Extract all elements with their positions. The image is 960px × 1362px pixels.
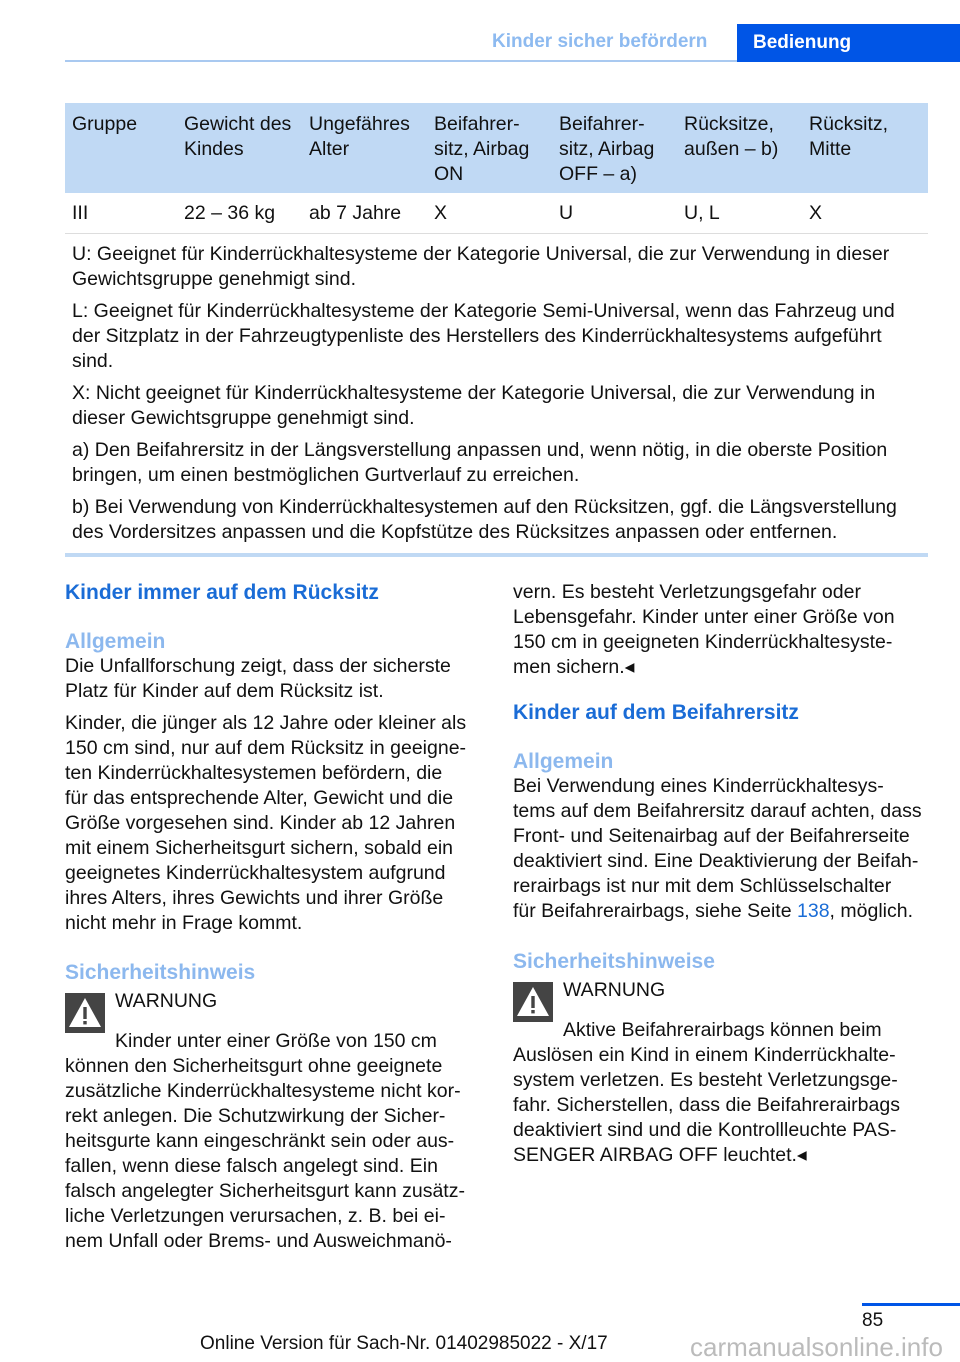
text-line: Ungefähres <box>309 113 410 135</box>
table-notes <box>65 234 928 557</box>
text-line: Lebensgefahr. Kinder unter einer Größe von <box>513 606 895 628</box>
table-note <box>72 495 921 545</box>
table-note <box>72 438 921 488</box>
text-line: rerairbags ist nur mit dem Schlüsselschalter <box>513 875 892 897</box>
text-line: L: Geeignet für Kinderrückhaltesysteme der Kategorie Semi-Universal, wenn das Fahrzeug und <box>72 300 895 322</box>
text-line: Die Unfallforschung zeigt, dass der sicherste <box>65 655 451 677</box>
heading-passenger-seat: Kinder auf dem Beifahrersitz <box>513 701 799 724</box>
text-line: 150 cm sind, nur auf dem Rücksitz in geeigne- <box>65 737 467 759</box>
text-line: deaktiviert sind. Eine Deaktivierung der Beifah- <box>513 850 919 872</box>
warning-header <box>65 989 485 1025</box>
table-cell: U <box>559 202 574 224</box>
text-line: falsch angelegter Sicherheitsgurt kann zusätz- <box>65 1180 465 1202</box>
heading-rear-seat: Kinder immer auf dem Rücksitz <box>65 581 379 604</box>
page-link[interactable]: 138 <box>797 900 830 922</box>
subheading-safety: Sicherheitshinweise <box>513 950 715 973</box>
text-line: Rücksitz, <box>809 113 889 135</box>
column-header <box>72 112 137 137</box>
subheading-general: Allgemein <box>65 630 166 653</box>
text-line: tems auf dem Beifahrersitz darauf achten, dass <box>513 800 922 822</box>
text-line: außen – b) <box>684 138 779 160</box>
text-line: OFF – a) <box>559 163 638 185</box>
text-line: ihres Alters, ihres Gewichts und ihrer Größe <box>65 887 444 909</box>
left-column <box>65 580 485 1254</box>
text: , möglich. <box>829 900 913 922</box>
text: für Beifahrerairbags, siehe Seite <box>513 900 797 922</box>
subheading-general: Allgemein <box>513 750 614 773</box>
text-line: b) Bei Verwendung von Kinderrückhaltesystemen auf den Rücksitzen, ggf. die Längsverstellung <box>72 496 897 518</box>
subheading-safety: Sicherheitshinweis <box>65 961 256 984</box>
text-line: Mitte <box>809 138 852 160</box>
text-line: Kinder, die jünger als 12 Jahre oder kleiner als <box>65 712 467 734</box>
text-line: a) Den Beifahrersitz in der Längsverstellung anpassen und, wenn nötig, in die oberste Position <box>72 439 888 461</box>
warning-text <box>513 1018 943 1168</box>
column-header <box>434 112 529 187</box>
text-line: können den Sicherheitsgurt ohne geeignete <box>65 1055 443 1077</box>
paragraph-last-line <box>513 899 943 924</box>
text-line: sind. <box>72 350 114 372</box>
text-line: Beifahrer- <box>559 113 645 135</box>
warning-label: WARNUNG <box>563 979 666 1001</box>
warning-icon <box>513 982 553 1022</box>
text-line: Platz für Kinder auf dem Rücksitz ist. <box>65 680 384 702</box>
text-line: 150 cm in geeigneten Kinderrückhaltesyste- <box>513 631 893 653</box>
text-line: Bei Verwendung eines Kinderrückhaltesys- <box>513 775 884 797</box>
text-line: Front- und Seitenairbag auf der Beifahrerseite <box>513 825 910 847</box>
table-note <box>72 299 921 374</box>
column-header <box>309 112 410 162</box>
column-header <box>184 112 291 162</box>
text-line: nicht mehr in Frage kommt. <box>65 912 303 934</box>
text-line: bringen, um einen bestmöglichen Gurtverlauf zu erreichen. <box>72 464 580 486</box>
text-line: Kindes <box>184 138 244 160</box>
paragraph <box>65 711 485 936</box>
text-line: system verletzen. Es besteht Verletzungsge- <box>513 1069 898 1091</box>
table-cell: X <box>434 202 448 224</box>
text-line: Alter <box>309 138 350 160</box>
text-line: dieser Gewichtsgruppe genehmigt sind. <box>72 407 415 429</box>
table-row <box>65 193 928 234</box>
text-line: mit einem Sicherheitsgurt sichern, sobald ein <box>65 837 454 859</box>
text-line: deaktiviert sind und die Kontrollleuchte PAS- <box>513 1119 897 1141</box>
page-number: 85 <box>862 1310 884 1331</box>
text-line: men sichern.◂ <box>513 656 635 678</box>
warning-label: WARNUNG <box>115 990 218 1012</box>
text-line: ON <box>434 163 464 185</box>
text-line: ten Kinderrückhaltesystemen befördern, die <box>65 762 443 784</box>
table-cell: X <box>809 202 823 224</box>
column-header <box>559 112 654 187</box>
table-header <box>65 103 928 193</box>
text-line: fallen, wenn diese falsch angelegt sind. Ein <box>65 1155 438 1177</box>
table-cell: 22 – 36 kg <box>184 202 276 224</box>
text-line: Gewichtsgruppe genehmigt sind. <box>72 268 356 290</box>
text-line: liche Verletzungen verursachen, z. B. bei ei- <box>65 1205 446 1227</box>
text-line: rekt anlegen. Die Schutzwirkung der Sicher- <box>65 1105 446 1127</box>
table-cell: U, L <box>684 202 720 224</box>
text-line: des Vordersitzes anpassen und die Kopfstütze des Rücksitzes anpassen oder entfernen. <box>72 521 838 543</box>
text-line: der Sitzplatz in der Fahrzeugtypenliste des Herstellers des Kinderrückhaltesystems aufgeführt <box>72 325 882 347</box>
text-line: Auslösen ein Kind in einem Kinderrückhalte- <box>513 1044 896 1066</box>
text-line: sitz, Airbag <box>434 138 530 160</box>
text-line: Beifahrer- <box>434 113 520 135</box>
footer-text: Online Version für Sach-Nr. 01402985022 - X/17 <box>200 1333 608 1354</box>
text-line: zusätzliche Kinderrückhaltesysteme nicht kor- <box>65 1080 461 1102</box>
table-note <box>72 242 921 292</box>
warning-text <box>65 1029 485 1254</box>
table-cell: III <box>72 202 89 224</box>
text-line: nem Unfall oder Brems- und Ausweichmanö- <box>65 1230 452 1252</box>
watermark: carmanualsonline.info <box>690 1332 943 1362</box>
text-line: sitz, Airbag <box>559 138 655 160</box>
column-header <box>684 112 778 162</box>
text-line: Gewicht des <box>184 113 292 135</box>
paragraph <box>513 774 943 899</box>
table-note <box>72 381 921 431</box>
table-cell: ab 7 Jahre <box>309 202 402 224</box>
warning-icon <box>65 993 105 1033</box>
column-header <box>809 112 888 162</box>
text-line: für das entsprechende Alter, Gewicht und die <box>65 787 454 809</box>
text-line: Größe vorgesehen sind. Kinder ab 12 Jahren <box>65 812 456 834</box>
text-line: U: Geeignet für Kinderrückhaltesysteme der Kategorie Universal, die zur Verwendung in dieser <box>72 243 890 265</box>
child-seat-table <box>65 103 928 557</box>
text-line: heitsgurte kann eingeschränkt sein oder aus- <box>65 1130 455 1152</box>
paragraph <box>65 654 485 704</box>
header-rule <box>65 60 737 62</box>
paragraph <box>513 580 943 680</box>
text-line: geeignetes Kinderrückhaltesystem aufgrund <box>65 862 446 884</box>
chapter-tab: Bedienung <box>737 24 960 62</box>
section-title: Kinder sicher befördern <box>492 31 708 52</box>
text-line: Kinder unter einer Größe von 150 cm <box>115 1030 437 1052</box>
right-column <box>513 580 943 1168</box>
text-line: Gruppe <box>72 113 138 135</box>
text-line: fahr. Sicherstellen, dass die Beifahrerairbags <box>513 1094 900 1116</box>
text-line: vern. Es besteht Verletzungsgefahr oder <box>513 581 861 603</box>
text-line: Aktive Beifahrerairbags können beim <box>563 1019 882 1041</box>
text-line: Rücksitze, <box>684 113 774 135</box>
text-line: X: Nicht geeignet für Kinderrückhaltesysteme der Kategorie Universal, die zur Verwendung in <box>72 382 876 404</box>
warning-header <box>513 978 943 1014</box>
page-rule <box>862 1303 960 1306</box>
text-line: SENGER AIRBAG OFF leuchtet.◂ <box>513 1144 807 1166</box>
